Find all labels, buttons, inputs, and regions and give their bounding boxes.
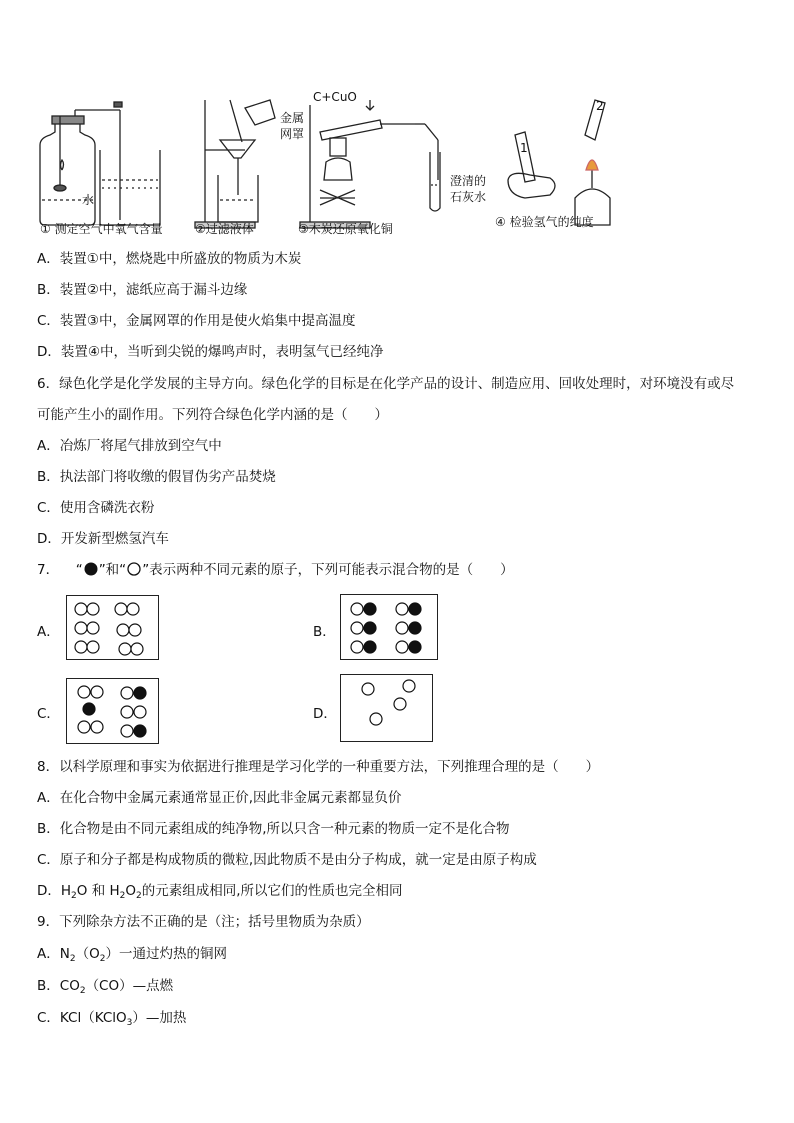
apparatus-2 — [195, 100, 275, 228]
q7-option-a-label: A． — [37, 624, 60, 640]
white-atom-icon — [126, 562, 142, 576]
q8-option-d — [37, 882, 403, 905]
q8-d-post: 的元素组成相同,所以它们的性质也完全相同 — [141, 883, 403, 899]
q6-option-b: B．执法部门将收缴的假冒伪劣产品焚烧 — [37, 469, 276, 485]
q5-option-d: D．装置④中，当听到尖锐的爆鸣声时，表明氢气已经纯净 — [37, 344, 384, 360]
q7-stem — [37, 561, 514, 579]
reactants-label: C+CuO — [313, 90, 357, 104]
apparatus-svg — [30, 80, 630, 240]
q6-option-c: C．使用含磷洗衣粉 — [37, 500, 155, 516]
q8-d-pre: D．H — [37, 883, 72, 899]
q9-a-post: ）一通过灼热的铜网 — [105, 946, 227, 962]
q9-a-mid: （O — [75, 946, 100, 962]
q9-option-a — [37, 945, 227, 968]
q9-b-pre: B．CO — [37, 978, 80, 994]
water-label: 水 — [82, 193, 95, 207]
q5-option-a: A．装置①中，燃烧匙中所盛放的物质为木炭 — [37, 251, 302, 267]
caption-2: ②过滤液体 — [195, 222, 254, 236]
q5-option-b: B．装置②中，滤纸应高于漏斗边缘 — [37, 282, 248, 298]
q9-a-sub-1: 2 — [69, 954, 76, 964]
q8-option-b: B．化合物是由不同元素组成的纯净物,所以只含一种元素的物质一定不是化合物 — [37, 821, 510, 837]
tube-2-label: 2 — [596, 99, 604, 113]
q9-stem: 9．下列除杂方法不正确的是（注；括号里物质为杂质） — [37, 914, 370, 930]
q7-mid-text: ”和“ — [98, 562, 127, 578]
q6-stem-line-1: 6．绿色化学是化学发展的主导方向。绿色化学的目标是在化学产品的设计、制造应用、回收处理时，对环境没有或尽 — [37, 376, 735, 392]
q7-option-c-box — [66, 678, 159, 744]
caption-4: ④ 检验氢气的纯度 — [495, 215, 594, 229]
q7-option-b-diagram — [341, 595, 437, 659]
q9-a-sub-2: 2 — [99, 954, 106, 964]
q7-option-d-diagram — [341, 675, 432, 741]
q5-option-c: C．装置③中，金属网罩的作用是使火焰集中提高温度 — [37, 313, 356, 329]
q9-c-post: ）—加热 — [132, 1010, 187, 1026]
q8-d-sub-1: 2 — [71, 891, 77, 901]
q7-option-c-label: C． — [37, 706, 60, 722]
apparatus-3 — [300, 100, 440, 228]
q6-option-d: D．开发新型燃氢汽车 — [37, 531, 169, 547]
q8-d-mid-2: O — [125, 883, 137, 899]
q9-b-post: （CO）—点燃 — [85, 978, 174, 994]
q9-option-b — [37, 977, 173, 1000]
apparatus-4 — [508, 100, 610, 225]
q6-option-a: A．冶炼厂将尾气排放到空气中 — [37, 438, 222, 454]
q7-option-a-diagram — [67, 596, 158, 659]
limewater-label-2: 石灰水 — [450, 190, 487, 204]
tube-1-label: 1 — [520, 141, 528, 155]
q7-option-c-diagram — [67, 679, 158, 743]
black-atom-icon — [83, 562, 99, 576]
q9-c-sub-1: 3 — [126, 1018, 133, 1028]
q7-option-d-box — [340, 674, 433, 742]
q7-option-b-label: B． — [313, 624, 336, 640]
caption-3: ③木炭还原氧化铜 — [298, 222, 393, 236]
q8-option-c: C．原子和分子都是构成物质的微粒,因此物质不是由分子构成，就一定是由原子构成 — [37, 852, 537, 868]
q7-option-a-box — [66, 595, 159, 660]
q7-rest-text: ”表示两种不同元素的原子，下列可能表示混合物的是（ ） — [142, 562, 514, 578]
apparatus-1 — [40, 102, 160, 225]
q7-option-d-label: D． — [313, 706, 337, 722]
apparatus-figure — [30, 80, 630, 240]
q9-b-sub-1: 2 — [79, 986, 86, 996]
q9-a-pre: A．N — [37, 946, 70, 962]
q9-c-pre: C．KCl（KClO — [37, 1010, 127, 1026]
limewater-label-1: 澄清的 — [450, 174, 487, 188]
q8-stem: 8．以科学原理和事实为依据进行推理是学习化学的一种重要方法，下列推理合理的是（ ） — [37, 759, 600, 775]
q6-stem-line-2: 可能产生小的副作用。下列符合绿色化学内涵的是（ ） — [37, 407, 388, 423]
q8-d-sub-3: 2 — [136, 891, 142, 901]
q7-number: 7． — [37, 562, 60, 578]
q8-d-mid-1: O 和 H — [76, 883, 120, 899]
q7-option-b-box — [340, 594, 438, 660]
caption-1: ① 测定空气中氧气含量 — [40, 222, 163, 236]
mesh-label-1: 金属 — [280, 111, 305, 125]
q9-option-c — [37, 1009, 186, 1032]
q8-option-a: A．在化合物中金属元素通常显正价,因此非金属元素都显负价 — [37, 790, 402, 806]
q7-quote-open: “ — [75, 562, 83, 578]
q8-d-sub-2: 2 — [119, 891, 126, 901]
mesh-label-2: 网罩 — [280, 127, 305, 141]
